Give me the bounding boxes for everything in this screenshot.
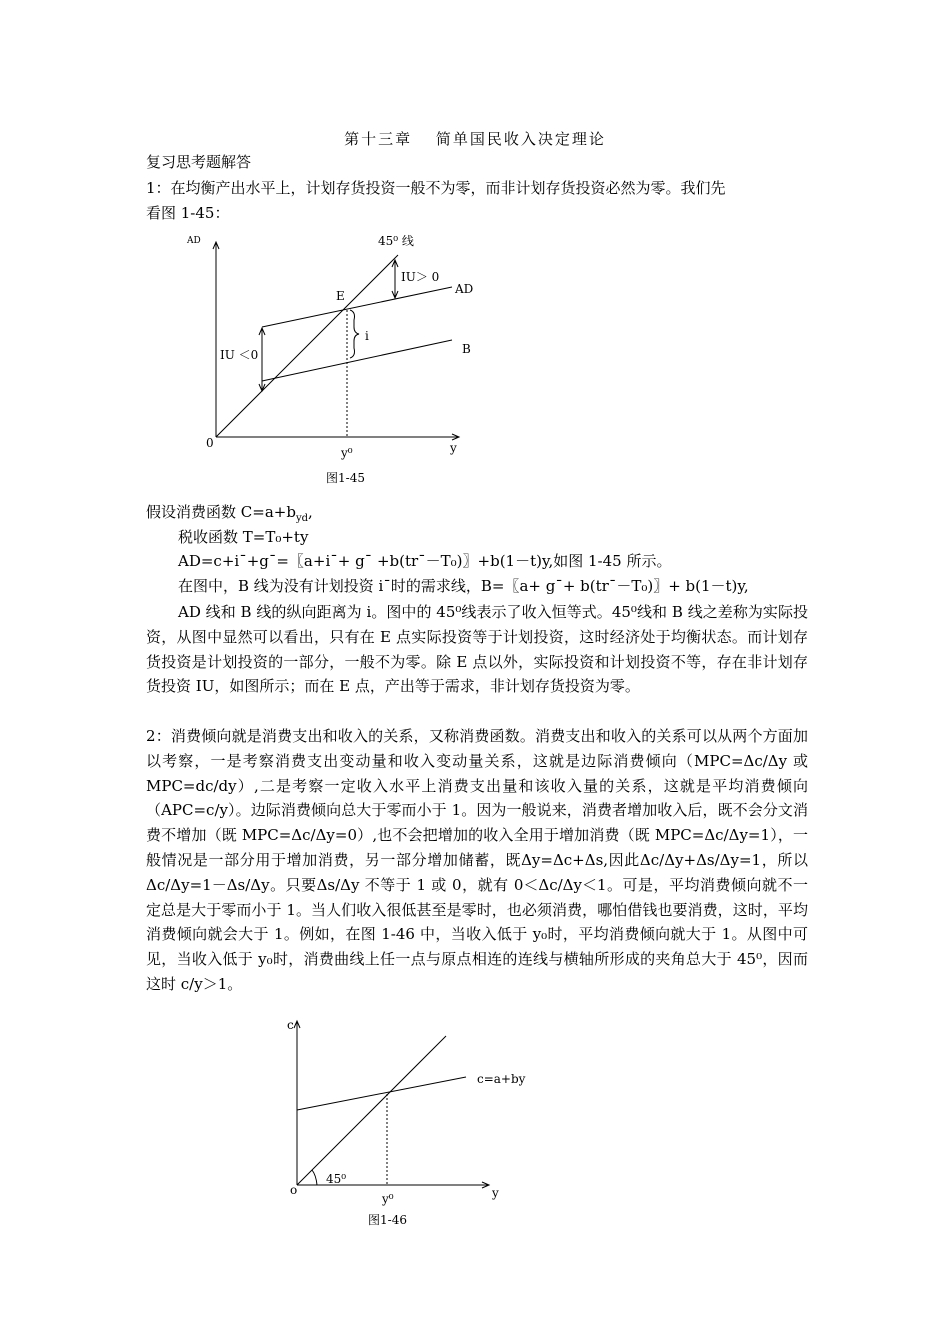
explanation-paragraph: AD 线和 B 线的纵向距离为 i。图中的 45⁰线表示了收入恒等式。45⁰线和 B 线之差称为实际投资，从图中显然可以看出，只有在 E 点实际投资等于计划投资，这时经济处于均衡状态。而计划存货投资是计划投资的一部分，一般不为零。除 E 点以外，实际投资和计划投资不等，存在非计划存货投资 IU，如图所示；而在 E 点，产出等于需求，非计划存货投资为零。 [146,603,808,696]
fig146-y-label: c [287,1018,294,1032]
ad-line [262,287,452,327]
fig146-origin: o [290,1183,298,1197]
fig145-x-label: y [450,441,457,455]
assumption-b-line: 在图中，B 线为没有计划投资 i¯时的需求线，B=〖a+ g¯+ b(tr¯－T₀)〗+ b(1－t)y, [178,577,749,595]
consumption-text: 假设消费函数 C=a+b [146,503,296,521]
q2-paragraph: 2：消费倾向就是消费支出和收入的关系，又称消费函数。消费支出和收入的关系可以从两个方面加以考察，一是考察消费支出变动量和收入变动量关系，这就是边际消费倾向（MPC=Δc/Δy 或 MPC=dc/dy）,二是考察一定收入水平上消费支出量和该收入量的关系，这就是平均消费倾向（APC=c/y）。边际消费倾向总大于零而小于 1。因为一般说来，消费者增加收入后，既不会分文消费不增加（既 MPC=Δc/Δy=0）,也不会把增加的收入全用于增加消费（既 MPC=Δc/Δy=1），一般情况是一部分用于增加消费，另一部分增加储蓄，既Δy=Δc+Δs,因此Δc/Δy+Δs/Δy=1，所以Δc/Δy=1－Δs/Δy。只要Δs/Δy 不等于 1 或 0，就有 0＜Δc/Δy＜1。可是，平均消费倾向就不一定总是大于零而小于 1。当人们收入很低甚至是零时，也必须消费，哪怕借钱也要消费，这时，平均消费倾向就会大于 1。例如，在图 1-46 中，当收入低于 y₀时，平均消费倾向就大于 1。从图中可见，当收入低于 y₀时，消费曲线上任一点与原点相连的连线与横轴所形成的夹角总大于 45⁰，因而这时 c/y＞1。 [146,727,808,993]
fig146-x-label: y [492,1186,499,1200]
fig145-y0-label: y⁰ [341,446,353,460]
line-45-degree [297,1036,446,1185]
fig145-y-label: AD [187,236,201,246]
assumption-tax: 税收函数 T=T₀+ty [178,528,309,546]
figure-1-45 [170,225,490,495]
fig145-b-label: B [462,342,471,356]
fig146-line-label: c=a+by [477,1072,526,1086]
fig146-y0-label: y⁰ [382,1192,394,1206]
fig145-ad-label: AD [455,282,474,296]
consumption-end: , [308,503,313,521]
fig146-caption: 图1-46 [368,1213,407,1227]
consumption-subscript: yd [295,513,308,524]
fig146-angle-label: 45⁰ [326,1172,347,1186]
b-line [262,340,452,381]
fig145-origin: 0 [206,436,214,450]
angle-arc [312,1170,317,1185]
figure-1-46 [280,1010,540,1230]
section-heading: 复习思考题解答 [146,153,252,171]
fig145-iu-pos: IU＞ 0 [401,270,440,284]
fig145-iu-neg: IU ＜0 [220,348,259,362]
q1-line-2: 看图 1-45： [146,204,230,222]
i-brace [350,310,359,358]
fig145-caption: 图1-45 [326,471,365,485]
consumption-line [297,1077,466,1110]
assumption-ad-equation: AD=c+i¯+g¯=〖a+i¯+ g¯ +b(tr¯－T₀)〗+b(1－t)y,如图 1-45 所示。 [178,552,672,570]
assumption-consumption [146,502,313,522]
chapter-title: 第十三章 简单国民收入决定理论 [344,130,606,148]
fig145-45-label: 45⁰ 线 [378,234,414,248]
fig145-e-label: E [336,289,345,303]
fig145-i-label: i [365,329,369,343]
q1-line-1: 1：在均衡产出水平上，计划存货投资一般不为零，而非计划存货投资必然为零。我们先 [146,179,726,197]
line-45-degree [216,255,398,437]
